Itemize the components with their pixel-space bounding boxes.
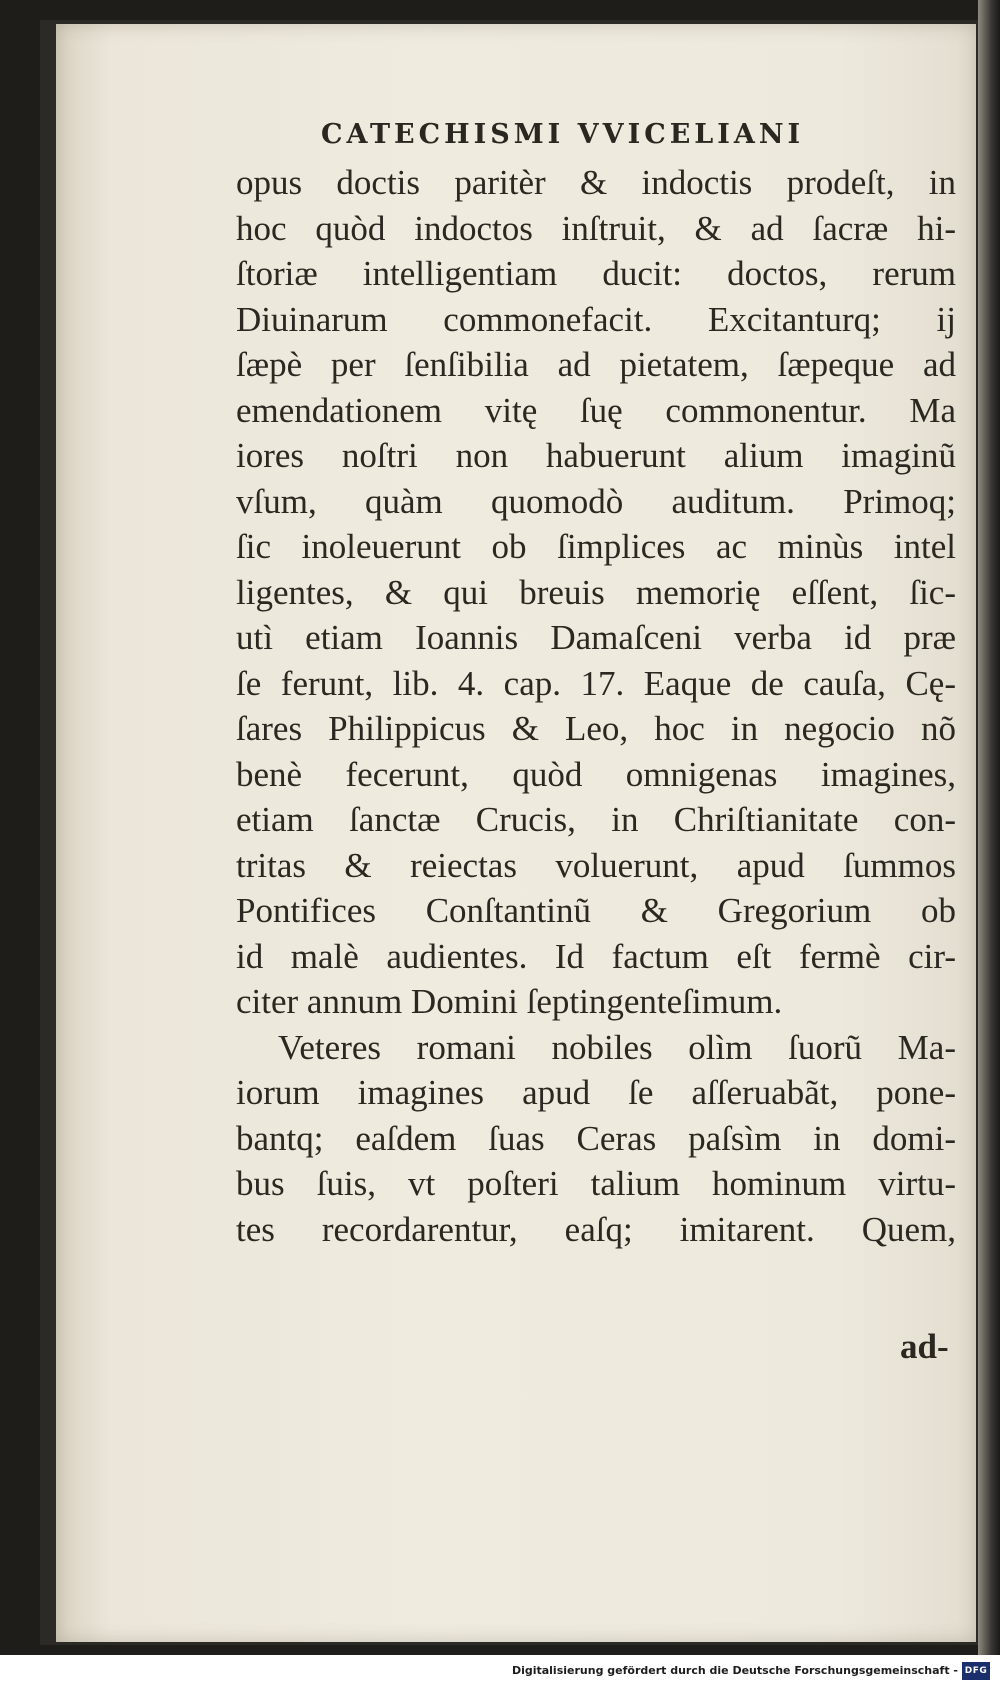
text-line: ſic inoleuerunt ob ſimplices ac minùs intel	[236, 527, 956, 566]
text-line: benè fecerunt, quòd omnigenas imagines,	[236, 754, 956, 794]
text-line: citer annum Domini ſeptingenteſimum.	[236, 982, 783, 1021]
text-line: id malè audientes. Id factum eſt fermè cir-	[236, 936, 956, 976]
text-line: ſtoriæ intelligentiam ducit: doctos, rerum	[236, 254, 956, 293]
text-line: utì etiam Ioannis Damaſceni verba id præ	[236, 618, 956, 657]
text-line: iores noſtri non habuerunt alium imaginũ	[236, 436, 956, 475]
text-line: opus doctis paritèr & indoctis prodeſt, in	[236, 163, 956, 202]
book-edge	[978, 0, 1000, 1655]
text-line: ſæpè per ſenſibilia ad pietatem, ſæpeque ad	[236, 345, 956, 384]
text-line: emendationem vitę ſuę commonentur. Ma	[236, 390, 956, 430]
text-line: etiam ſanctæ Crucis, in Chriſtianitate con-	[236, 800, 956, 839]
text-line: hoc quòd indoctos inſtruit, & ad ſacræ hi-	[236, 208, 956, 248]
running-head: CATECHISMI VVICELIANI	[321, 119, 805, 150]
text-line: tes recordarentur, eaſq; imitarent. Quem,	[236, 1209, 956, 1249]
catchword: ad-	[900, 1327, 949, 1366]
text-line: Veteres romani nobiles olìm ſuorũ Ma-	[278, 1027, 956, 1067]
text-line: iorum imagines apud ſe aſſeruabãt, pone-	[236, 1073, 956, 1112]
funding-credit: Digitalisierung gefördert durch die Deutsche Forschungsgemeinschaft -	[511, 1664, 958, 1677]
text-line: ligentes, & qui breuis memorię eſſent, ſic-	[236, 572, 956, 612]
text-line: ſares Philippicus & Leo, hoc in negocio nõ	[236, 709, 956, 748]
text-line: bantq; eaſdem ſuas Ceras paſsìm in domi-	[236, 1118, 956, 1158]
body-text	[236, 160, 956, 1252]
text-line: ſe ferunt, lib. 4. cap. 17. Eaque de cauſa, Cę-	[236, 663, 956, 703]
text-line: bus ſuis, vt poſteri talium hominum virtu-	[236, 1164, 956, 1203]
text-line: tritas & reiectas voluerunt, apud ſummos	[236, 845, 956, 885]
text-line: vſum, quàm quomodò auditum. Primoq;	[236, 481, 956, 521]
dfg-logo-icon: DFG	[962, 1662, 990, 1680]
footer-bar	[0, 1655, 1000, 1689]
text-line: Pontifices Conſtantinũ & Gregorium ob	[236, 891, 956, 930]
text-line: Diuinarum commonefacit. Excitanturq; ij	[236, 299, 956, 339]
